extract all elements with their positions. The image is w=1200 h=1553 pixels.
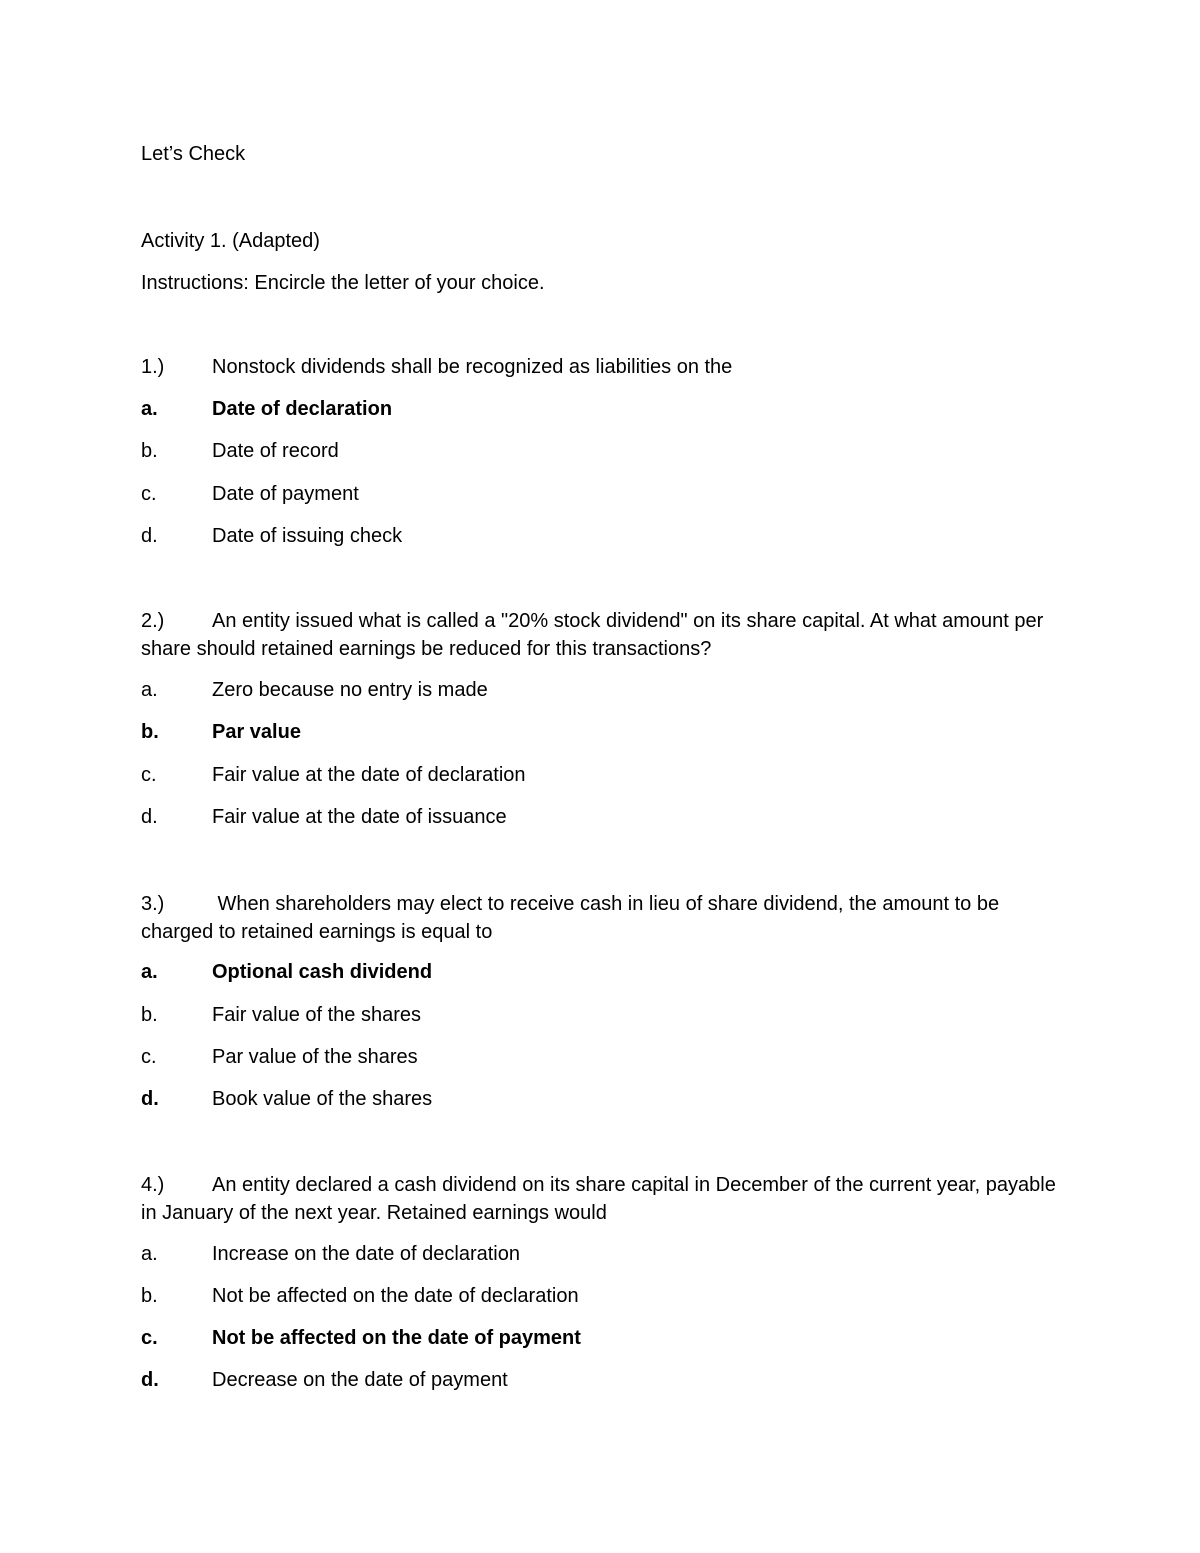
option-letter[interactable]: a. bbox=[141, 398, 158, 420]
option-text: Par value bbox=[212, 721, 301, 743]
question-number: 4.) bbox=[141, 1174, 165, 1196]
option-letter[interactable]: b. bbox=[141, 721, 159, 743]
option-letter[interactable]: d. bbox=[141, 525, 158, 547]
option-letter[interactable]: c. bbox=[141, 764, 157, 786]
option-text: Fair value at the date of declaration bbox=[212, 764, 526, 786]
option-letter[interactable]: d. bbox=[141, 806, 158, 828]
option-text: Fair value of the shares bbox=[212, 1004, 421, 1026]
option-letter[interactable]: a. bbox=[141, 961, 158, 983]
instructions-text: Instructions: Encircle the letter of your choice. bbox=[141, 272, 545, 294]
question-text-block bbox=[141, 890, 1061, 946]
option-text: Fair value at the date of issuance bbox=[212, 806, 507, 828]
option-text: Book value of the shares bbox=[212, 1088, 433, 1110]
option-letter[interactable]: a. bbox=[141, 679, 158, 701]
question-number: 1.) bbox=[141, 356, 165, 378]
question-text: When shareholders may elect to receive cash in lieu of share dividend, the amount to be charged to retained earnings is equal to bbox=[141, 893, 1000, 943]
option-text: Increase on the date of declaration bbox=[212, 1243, 520, 1265]
option-letter[interactable]: b. bbox=[141, 1285, 158, 1307]
question-number: 2.) bbox=[141, 610, 165, 632]
option-letter[interactable]: d. bbox=[141, 1369, 159, 1391]
option-letter[interactable]: c. bbox=[141, 483, 157, 505]
option-letter[interactable]: c. bbox=[141, 1046, 157, 1068]
question-text-block bbox=[141, 1171, 1061, 1227]
question-text-block bbox=[141, 607, 1061, 663]
option-text: Not be affected on the date of payment bbox=[212, 1327, 581, 1349]
activity-title: Activity 1. (Adapted) bbox=[141, 230, 320, 252]
option-letter[interactable]: b. bbox=[141, 1004, 158, 1026]
page-heading: Let’s Check bbox=[141, 143, 246, 165]
option-letter[interactable]: c. bbox=[141, 1327, 158, 1349]
question-number: 3.) bbox=[141, 893, 165, 915]
question-text: An entity declared a cash dividend on its share capital in December of the current year, payable in January of the next year. Retained earnings would bbox=[141, 1174, 1056, 1224]
option-text: Optional cash dividend bbox=[212, 961, 433, 983]
option-text: Date of record bbox=[212, 440, 339, 462]
option-text: Decrease on the date of payment bbox=[212, 1369, 508, 1391]
option-text: Zero because no entry is made bbox=[212, 679, 488, 701]
option-text: Par value of the shares bbox=[212, 1046, 418, 1068]
option-text: Not be affected on the date of declaration bbox=[212, 1285, 579, 1307]
question-text: Nonstock dividends shall be recognized as liabilities on the bbox=[212, 356, 733, 378]
question-text: An entity issued what is called a "20% stock dividend" on its share capital. At what amount per share should retained earnings be reduced for this transactions? bbox=[141, 610, 1044, 660]
option-text: Date of issuing check bbox=[212, 525, 403, 547]
option-letter[interactable]: d. bbox=[141, 1088, 159, 1110]
option-text: Date of payment bbox=[212, 483, 359, 505]
option-letter[interactable]: a. bbox=[141, 1243, 158, 1265]
option-text: Date of declaration bbox=[212, 398, 393, 420]
option-letter[interactable]: b. bbox=[141, 440, 158, 462]
